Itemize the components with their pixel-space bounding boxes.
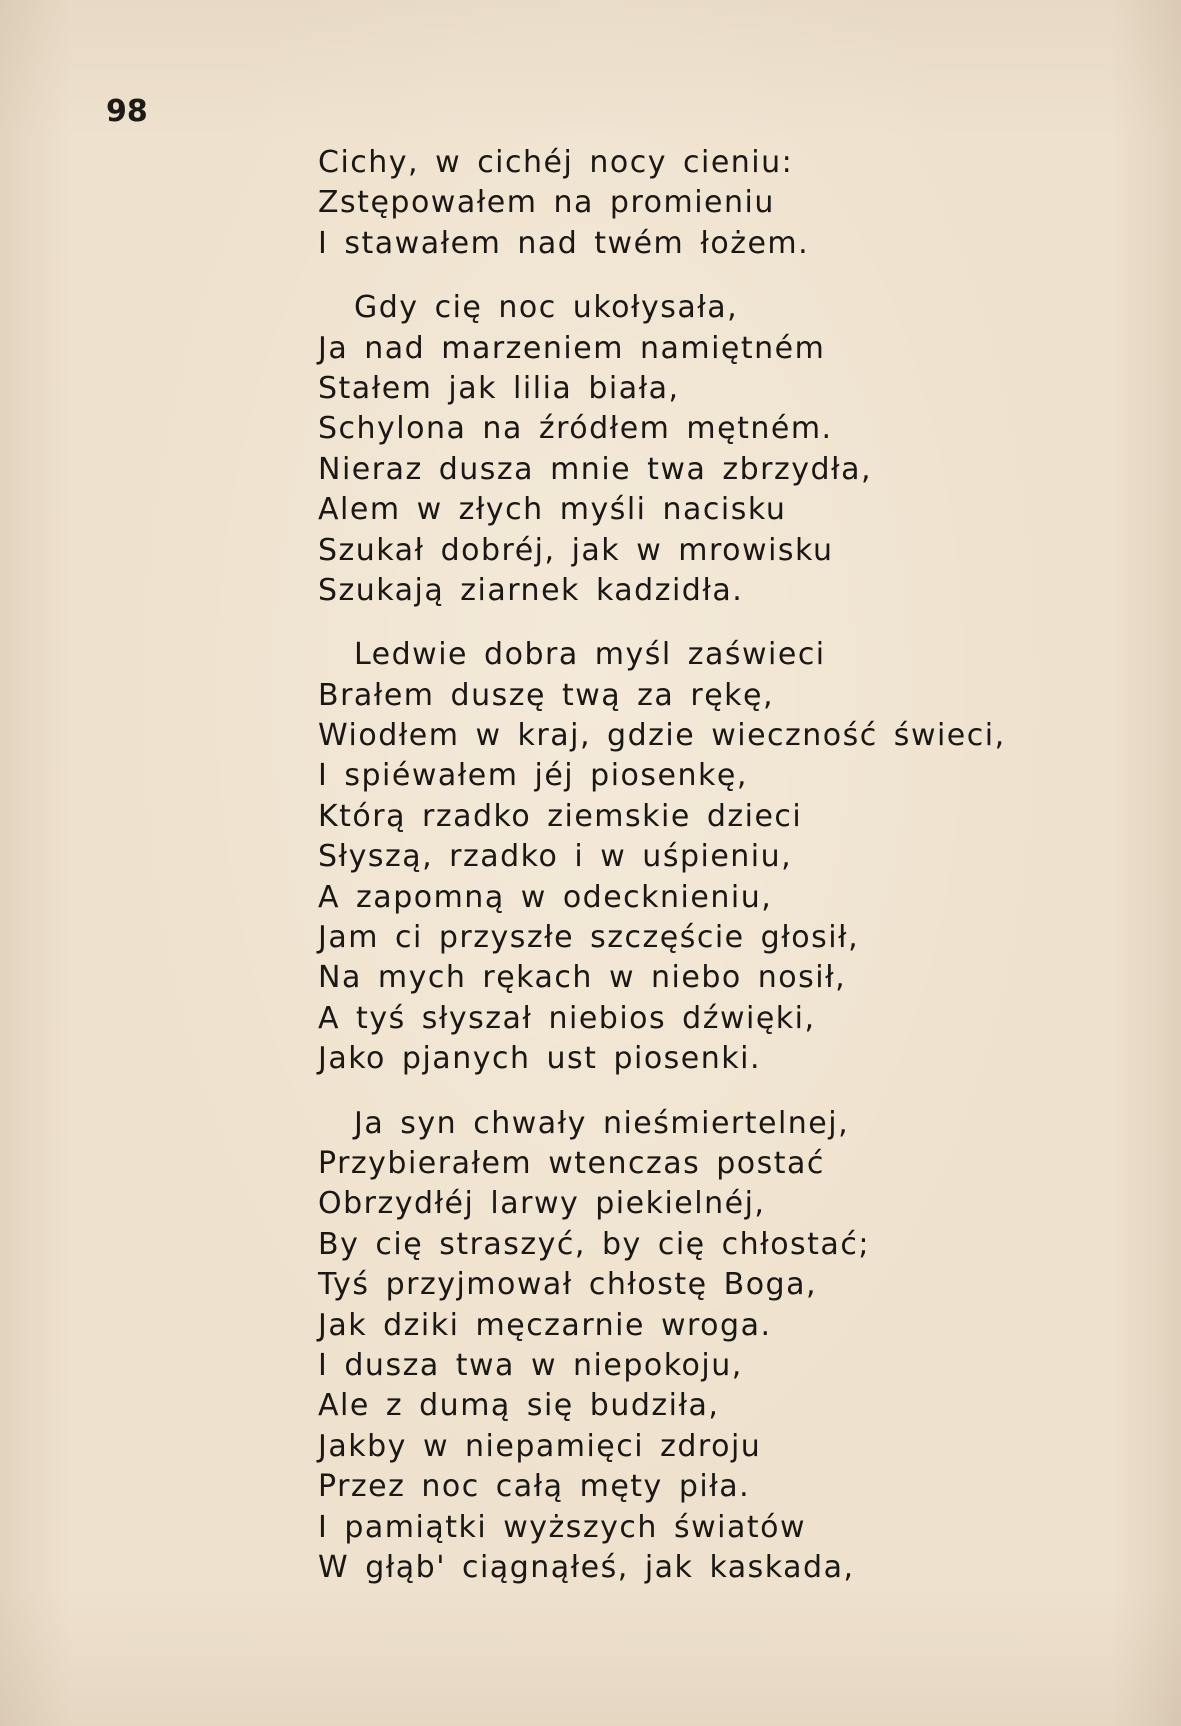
poem-line: Stałem jak lilia biała, [318,370,680,406]
poem-line: I stawałem nad twém łożem. [318,225,810,261]
poem-line: Przez noc całą męty piła. [318,1469,751,1505]
poem-line: I pamiątki wyższych światów [318,1509,807,1545]
poem-line: Jako pjanych ust piosenki. [318,1041,762,1077]
poem-line: Słyszą, rzadko i w uśpieniu, [318,839,793,875]
poem-line: A zapomną w odecknieniu, [318,879,773,915]
poem-line: Nieraz dusza mnie twa zbrzydła, [318,451,872,487]
poem-line: Którą rzadko ziemskie dzieci [318,798,803,834]
stanza-2 [318,288,1138,611]
poem-line: I dusza twa w niepokoju, [318,1347,743,1383]
poem-line: W głąb' ciągnąłeś, jak kaskada, [318,1549,855,1585]
poem-line: Schylona na źródłem mętném. [318,411,833,447]
poem-line: Obrzydłéj larwy piekielnéj, [318,1186,766,1222]
poem-line: Ledwie dobra myśl zaświeci [354,637,826,673]
poem-line: Cichy, w cichéj nocy cieniu: [318,145,794,180]
poem-line: Szukał dobréj, jak w mrowisku [318,532,834,568]
stanza-4 [318,1104,1138,1589]
poem-line: Na mych rękach w niebo nosił, [318,960,847,996]
poem-line: By cię straszyć, by cię chłostać; [318,1226,870,1262]
poem-line: Ja nad marzeniem namiętném [318,330,826,366]
poem-line: Gdy cię noc ukołysała, [354,290,739,326]
poem-line: Wiodłem w kraj, gdzie wieczność świeci, [318,718,1006,754]
poem-text [318,143,1138,1612]
page-number: 98 [106,94,148,129]
poem-line: Jak dziki męczarnie wroga. [318,1307,772,1343]
poem-line: I spiéwałem jéj piosenkę, [318,758,748,794]
poem-line: A tyś słyszał niebios dźwięki, [318,1000,816,1036]
poem-line: Alem w złych myśli nacisku [318,492,787,528]
stanza-3 [318,635,1138,1079]
poem-line: Ja syn chwały nieśmiertelnej, [354,1105,850,1141]
poem-line: Szukają ziarnek kadzidła. [318,572,744,608]
poem-line: Ale z dumą się budziła, [318,1388,720,1424]
stanza-1 [318,143,1138,264]
poem-line: Tyś przyjmował chłostę Boga, [318,1267,818,1303]
poem-line: Jakby w niepamięci zdroju [318,1428,762,1464]
poem-line: Przybierałem wtenczas postać [318,1145,825,1181]
poem-line: Jam ci przyszłe szczęście głosił, [318,920,860,956]
poem-line: Brałem duszę twą za rękę, [318,677,775,713]
poem-line: Zstępowałem na promieniu [318,185,775,221]
